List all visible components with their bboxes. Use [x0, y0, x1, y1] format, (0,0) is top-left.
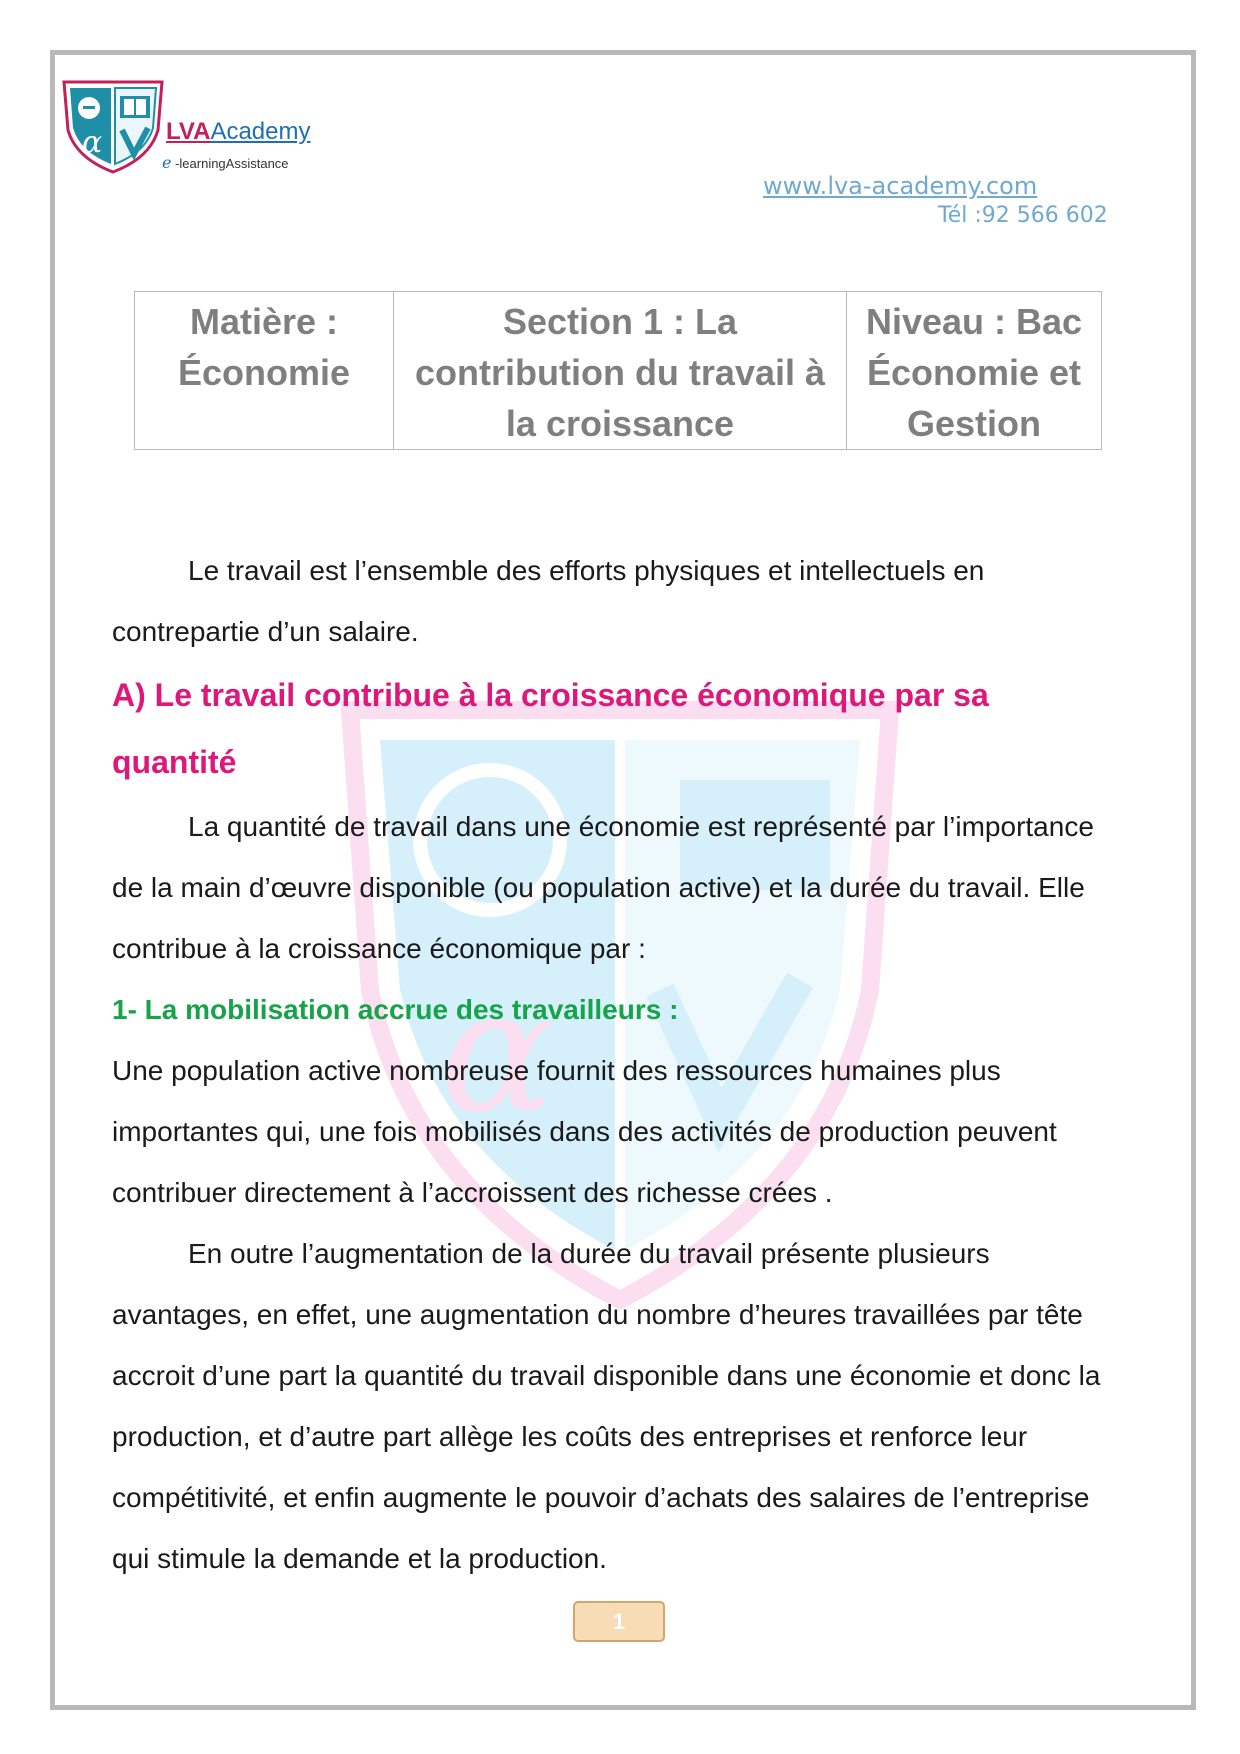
svg-text:α: α	[82, 125, 103, 160]
brand-tagline	[162, 153, 289, 172]
brand-lva: LVA	[166, 118, 211, 145]
tagline-e: e	[162, 153, 172, 172]
section-line-3: la croissance	[505, 403, 735, 444]
brand-name	[166, 118, 310, 146]
mobilisation-paragraph: Une population active nombreuse fournit des ressources humaines plus importantes qui, une fois mobilisés dans des activités de production peuvent contribuer directement à l’accroissent des richesse crées .	[112, 1055, 1057, 1208]
website-link[interactable]: www.lva-academy.com	[763, 172, 1038, 200]
course-info-table	[134, 291, 1102, 450]
svg-text:α: α	[440, 953, 555, 1151]
level-line-3: Gestion	[906, 403, 1041, 444]
subject-cell	[135, 292, 394, 450]
tagline-text: -learningAssistance	[171, 156, 289, 171]
section-line-2: contribution du travail à	[414, 352, 826, 393]
main-content	[112, 540, 1122, 1589]
phone-number: Tél :92 566 602	[938, 203, 1108, 228]
section-cell	[394, 292, 847, 450]
level-cell	[847, 292, 1102, 450]
page-number: 1	[573, 1601, 665, 1642]
level-line-1: Niveau : Bac	[865, 301, 1083, 342]
level-line-2: Économie et	[866, 352, 1082, 393]
brand-academy: Academy	[210, 118, 311, 145]
subject-line-2: Économie	[177, 352, 351, 393]
heading-a: A) Le travail contribue à la croissance économique par sa quantité	[112, 677, 989, 780]
section-line-1: Section 1 : La	[502, 301, 738, 342]
quantity-paragraph: La quantité de travail dans une économie est représenté par l’importance de la main d’œuvre disponible (ou population active) et la durée du travail. Elle contribue à la croissance économique par :	[112, 811, 1094, 964]
lva-academy-logo	[58, 78, 168, 174]
intro-paragraph: Le travail est l’ensemble des efforts physiques et intellectuels en contrepartie d’un salaire.	[112, 555, 985, 647]
duree-paragraph: En outre l’augmentation de la durée du travail présente plusieurs avantages, en effet, une augmentation du nombre d’heures travaillées par tête accroit d’une part la quantité du travail disponible dans une économie et donc la production, et d’autre part allège les coûts des entreprises et renforce leur compétitivité, et enfin augmente le pouvoir d’achats des salaires de l’entreprise qui stimule la demande et la production.	[112, 1238, 1101, 1574]
subject-line-1: Matière :	[189, 301, 339, 342]
heading-1: 1- La mobilisation accrue des travailleurs :	[112, 994, 679, 1025]
